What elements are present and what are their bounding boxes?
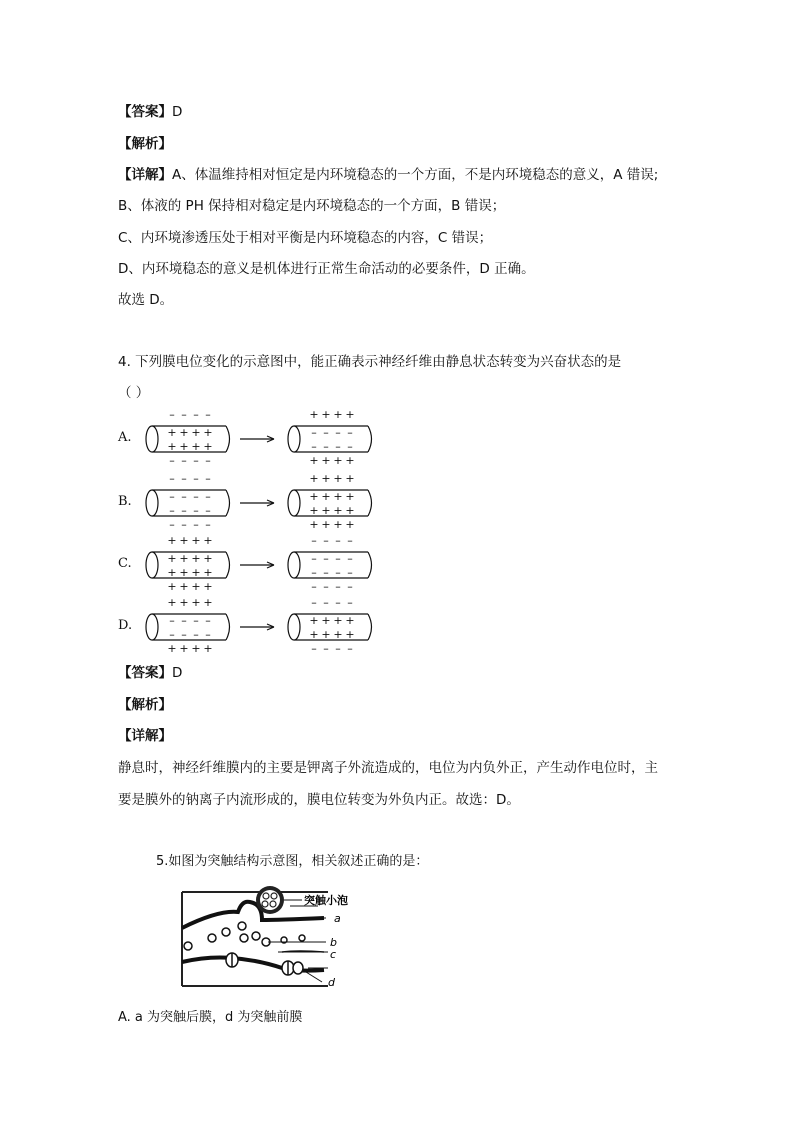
svg-text:–: – (205, 472, 211, 485)
resting-inner-bottom-charges (169, 504, 211, 517)
svg-text:–: – (181, 504, 187, 517)
arrow-icon (240, 624, 274, 630)
excited-fiber (288, 534, 372, 593)
figure-label-d: d (328, 976, 335, 989)
svg-text:+: + (167, 426, 177, 439)
svg-text:–: – (347, 596, 353, 609)
svg-text:+: + (191, 596, 201, 609)
detail-text-b: B、体液的 PH 保持相对稳定是内环境稳态的一个方面，B 错误； (118, 198, 506, 214)
svg-text:–: – (323, 440, 329, 453)
svg-text:+: + (203, 580, 213, 593)
excited-inner-bottom-charges (311, 440, 353, 453)
answer-value: D (172, 665, 183, 681)
svg-text:–: – (323, 642, 329, 655)
svg-text:–: – (335, 596, 341, 609)
analysis-label: 【解析】 (118, 136, 172, 152)
resting-outer-top-charges (169, 472, 211, 485)
svg-text:+: + (179, 566, 189, 579)
excited-outer-top-charges (309, 472, 354, 485)
resting-outer-bottom-charges (169, 454, 211, 467)
answer-line-q4 (118, 663, 182, 683)
svg-text:+: + (309, 614, 319, 627)
excited-inner-top-charges (311, 552, 353, 565)
analysis-label: 【解析】 (118, 697, 172, 713)
svg-text:–: – (193, 628, 199, 641)
svg-text:–: – (323, 552, 329, 565)
svg-text:+: + (345, 454, 355, 467)
svg-text:–: – (169, 628, 175, 641)
svg-text:+: + (191, 440, 201, 453)
svg-text:+: + (333, 454, 343, 467)
svg-text:+: + (203, 642, 213, 655)
svg-text:+: + (191, 566, 201, 579)
svg-text:+: + (345, 408, 355, 421)
vesicle-label: 突触小泡 (304, 894, 348, 907)
svg-text:+: + (167, 440, 177, 453)
svg-text:–: – (205, 408, 211, 421)
svg-text:–: – (181, 490, 187, 503)
svg-text:+: + (179, 440, 189, 453)
answer-label: 【答案】 (118, 665, 172, 681)
svg-text:+: + (309, 454, 319, 467)
svg-text:–: – (347, 580, 353, 593)
svg-text:–: – (205, 490, 211, 503)
detail-text-c: C、内环境渗透压处于相对平衡是内环境稳态的内容，C 错误； (118, 230, 493, 246)
svg-text:+: + (167, 534, 177, 547)
svg-text:–: – (335, 580, 341, 593)
svg-text:–: – (193, 518, 199, 531)
answer-label: 【答案】 (118, 104, 172, 120)
answer-value: D (172, 104, 183, 120)
excited-inner-top-charges (309, 490, 354, 503)
svg-text:–: – (347, 426, 353, 439)
option-c-label: C. (118, 556, 132, 571)
excited-outer-top-charges (311, 534, 353, 547)
svg-text:+: + (191, 552, 201, 565)
svg-text:+: + (309, 472, 319, 485)
detail-label: 【详解】 (118, 167, 172, 183)
svg-text:–: – (335, 426, 341, 439)
svg-text:–: – (311, 552, 317, 565)
resting-outer-bottom-charges (167, 580, 212, 593)
svg-text:+: + (167, 580, 177, 593)
svg-text:–: – (193, 454, 199, 467)
svg-text:–: – (181, 628, 187, 641)
svg-text:+: + (333, 490, 343, 503)
svg-text:+: + (167, 552, 177, 565)
question-5-option-a: A. a 为突触后膜，d 为突触前膜 (118, 1010, 303, 1025)
svg-text:–: – (193, 408, 199, 421)
excited-fiber (288, 408, 372, 467)
vesicle-callout (250, 884, 400, 916)
svg-text:–: – (205, 504, 211, 517)
svg-text:+: + (167, 642, 177, 655)
svg-text:–: – (169, 518, 175, 531)
svg-text:+: + (179, 596, 189, 609)
svg-text:–: – (347, 552, 353, 565)
svg-text:+: + (203, 534, 213, 547)
detail-label: 【详解】 (118, 728, 172, 744)
question-5-stem: 5.如图为突触结构示意图，相关叙述正确的是： (156, 854, 429, 869)
svg-text:+: + (191, 580, 201, 593)
svg-text:+: + (167, 566, 177, 579)
svg-text:+: + (179, 642, 189, 655)
svg-text:+: + (191, 426, 201, 439)
excited-outer-bottom-charges (311, 642, 353, 655)
svg-text:+: + (309, 408, 319, 421)
detail-line-a (118, 165, 658, 185)
resting-outer-top-charges (169, 408, 211, 421)
excited-outer-bottom-charges (311, 580, 353, 593)
svg-text:–: – (169, 614, 175, 627)
resting-outer-top-charges (167, 596, 212, 609)
svg-text:–: – (169, 408, 175, 421)
svg-text:–: – (323, 566, 329, 579)
svg-text:+: + (203, 596, 213, 609)
svg-text:–: – (311, 596, 317, 609)
svg-text:+: + (309, 518, 319, 531)
answer-line-q3 (118, 102, 182, 122)
svg-text:–: – (193, 490, 199, 503)
svg-text:–: – (205, 614, 211, 627)
svg-text:+: + (333, 408, 343, 421)
detail-text-d: D、内环境稳态的意义是机体进行正常生命活动的必要条件，D 正确。 (118, 261, 535, 277)
svg-text:+: + (321, 628, 331, 641)
svg-text:+: + (321, 408, 331, 421)
svg-text:–: – (347, 440, 353, 453)
svg-text:–: – (181, 472, 187, 485)
svg-text:+: + (179, 534, 189, 547)
svg-text:+: + (321, 490, 331, 503)
excited-inner-top-charges (311, 426, 353, 439)
svg-text:+: + (203, 552, 213, 565)
excited-inner-bottom-charges (309, 628, 354, 641)
svg-text:–: – (169, 472, 175, 485)
svg-text:+: + (321, 472, 331, 485)
resting-outer-top-charges (167, 534, 212, 547)
detail-text-a: A、体温维持相对恒定是内环境稳态的一个方面，不是内环境稳态的意义，A 错误; (172, 167, 659, 183)
svg-text:–: – (193, 472, 199, 485)
svg-text:+: + (191, 642, 201, 655)
conclusion-text: 故选 D。 (118, 292, 174, 308)
resting-inner-bottom-charges (169, 628, 211, 641)
excited-fiber (288, 596, 372, 655)
svg-text:–: – (347, 534, 353, 547)
resting-fiber (146, 534, 230, 593)
arrow-icon (240, 562, 274, 568)
option-b-diagram (140, 472, 400, 532)
svg-text:–: – (311, 580, 317, 593)
svg-text:+: + (203, 566, 213, 579)
svg-text:–: – (181, 518, 187, 531)
svg-text:+: + (333, 472, 343, 485)
resting-fiber (146, 472, 230, 531)
svg-text:–: – (311, 534, 317, 547)
svg-text:–: – (323, 534, 329, 547)
excited-inner-bottom-charges (309, 504, 354, 517)
svg-text:+: + (309, 504, 319, 517)
figure-label-c: c (330, 948, 337, 961)
svg-text:+: + (333, 628, 343, 641)
resting-inner-top-charges (167, 552, 212, 565)
svg-text:–: – (169, 454, 175, 467)
svg-text:–: – (181, 454, 187, 467)
svg-text:–: – (169, 504, 175, 517)
svg-text:–: – (169, 490, 175, 503)
svg-text:–: – (335, 534, 341, 547)
svg-text:+: + (309, 628, 319, 641)
figure-label-b: b (330, 936, 337, 949)
svg-text:–: – (181, 408, 187, 421)
svg-text:–: – (205, 628, 211, 641)
svg-text:–: – (335, 552, 341, 565)
svg-text:–: – (193, 614, 199, 627)
excited-outer-bottom-charges (309, 454, 354, 467)
svg-text:–: – (181, 614, 187, 627)
resting-inner-top-charges (169, 614, 211, 627)
svg-text:–: – (347, 642, 353, 655)
svg-text:+: + (203, 426, 213, 439)
svg-text:+: + (345, 472, 355, 485)
svg-text:–: – (323, 596, 329, 609)
resting-fiber (146, 408, 230, 467)
excited-fiber (288, 472, 372, 531)
resting-outer-bottom-charges (167, 642, 212, 655)
svg-text:–: – (323, 426, 329, 439)
svg-text:+: + (345, 518, 355, 531)
svg-text:–: – (205, 454, 211, 467)
svg-text:+: + (321, 454, 331, 467)
svg-text:–: – (311, 440, 317, 453)
svg-text:+: + (321, 518, 331, 531)
svg-text:+: + (309, 490, 319, 503)
svg-text:+: + (321, 614, 331, 627)
resting-fiber (146, 596, 230, 655)
resting-outer-bottom-charges (169, 518, 211, 531)
arrow-icon (240, 500, 274, 506)
resting-inner-top-charges (167, 426, 212, 439)
svg-text:+: + (345, 490, 355, 503)
option-c-diagram (140, 534, 400, 594)
svg-text:+: + (203, 440, 213, 453)
svg-text:+: + (333, 614, 343, 627)
excited-outer-bottom-charges (309, 518, 354, 531)
excited-outer-top-charges (309, 408, 354, 421)
excited-inner-bottom-charges (311, 566, 353, 579)
svg-text:–: – (311, 426, 317, 439)
option-d-label: D. (118, 618, 133, 633)
svg-text:+: + (167, 596, 177, 609)
resting-inner-top-charges (169, 490, 211, 503)
svg-text:+: + (179, 580, 189, 593)
svg-text:–: – (311, 566, 317, 579)
svg-text:+: + (345, 628, 355, 641)
svg-text:–: – (335, 642, 341, 655)
svg-text:–: – (205, 518, 211, 531)
svg-text:–: – (323, 580, 329, 593)
option-d-diagram (140, 596, 400, 656)
question-4-paren: （ ） (118, 385, 150, 401)
resting-inner-bottom-charges (167, 566, 212, 579)
svg-text:+: + (333, 504, 343, 517)
svg-text:–: – (193, 504, 199, 517)
svg-text:+: + (179, 552, 189, 565)
question-4-stem: 4. 下列膜电位变化的示意图中，能正确表示神经纤维由静息状态转变为兴奋状态的是 (118, 354, 622, 370)
svg-text:+: + (345, 504, 355, 517)
svg-text:–: – (347, 566, 353, 579)
resting-inner-bottom-charges (167, 440, 212, 453)
svg-text:+: + (333, 518, 343, 531)
svg-text:+: + (179, 426, 189, 439)
option-a-label: A. (118, 430, 132, 445)
arrow-icon (240, 436, 274, 442)
option-b-label: B. (118, 494, 132, 509)
excited-outer-top-charges (311, 596, 353, 609)
svg-text:+: + (345, 614, 355, 627)
option-a-diagram (140, 408, 400, 468)
explanation-line-1: 静息时，神经纤维膜内的主要是钾离子外流造成的，电位为内负外正，产生动作电位时，主 (118, 760, 658, 776)
explanation-line-2: 要是膜外的钠离子内流形成的，膜电位转变为外负内正。故选：D。 (118, 792, 520, 808)
svg-text:–: – (335, 440, 341, 453)
svg-text:–: – (311, 642, 317, 655)
svg-text:–: – (335, 566, 341, 579)
excited-inner-top-charges (309, 614, 354, 627)
svg-text:+: + (321, 504, 331, 517)
svg-text:+: + (191, 534, 201, 547)
figure-label-a: a (334, 912, 341, 925)
